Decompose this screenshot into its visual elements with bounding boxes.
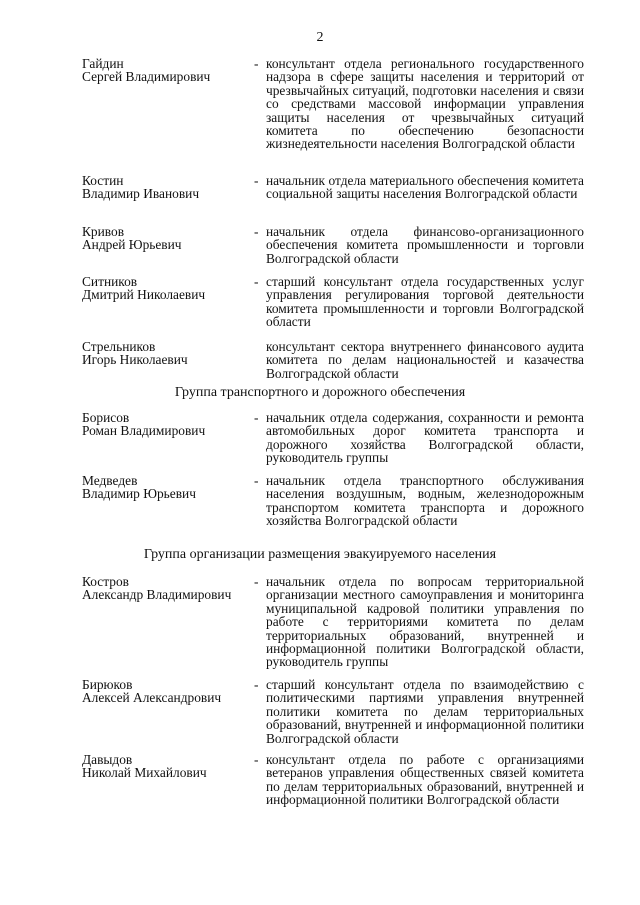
person-name: [82, 474, 257, 501]
dash: -: [254, 410, 259, 425]
given-names: Владимир Юрьевич: [82, 486, 196, 502]
dash: -: [254, 677, 259, 692]
surname: Борисов: [82, 410, 130, 425]
surname: Костин: [82, 173, 124, 188]
position-description: начальник отдела транспортного обслуживания населения воздушным, водным, железнодорожным транспортом комитета транспорта и дорожного хозяйства Волгоградской области: [266, 473, 584, 529]
surname: Кривов: [82, 224, 125, 239]
surname: Ситников: [82, 274, 138, 289]
given-names: Игорь Николаевич: [82, 352, 188, 368]
dash: -: [254, 473, 259, 488]
dash: -: [254, 274, 259, 289]
surname: Стрельников: [82, 339, 156, 354]
person-name: [82, 57, 257, 84]
dash: -: [254, 224, 259, 239]
group-heading: Группа транспортного и дорожного обеспечения: [174, 385, 466, 400]
given-names: Роман Владимирович: [82, 423, 206, 439]
position-description: консультант отдела регионального государственного надзора в сфере защиты населения и территорий от чрезвычайных ситуаций, подготовки населения и связи со средствами массовой информации управления защиты населения от чрезвычайных ситуаций комитета по обеспечению безопасности жизнедеятельности населения Волгоградской области: [266, 56, 584, 152]
position-description: консультант сектора внутреннего финансового аудита комитета по делам национальностей и казачества Волгоградской области: [266, 339, 584, 381]
dash: -: [254, 752, 259, 767]
given-names: Александр Владимирович: [82, 587, 232, 603]
surname: Гайдин: [82, 56, 124, 71]
person-name: [82, 753, 257, 780]
dash: -: [254, 56, 259, 71]
surname: Бирюков: [82, 677, 133, 692]
position-description: начальник отдела финансово-организационного обеспечения комитета промышленности и торговли Волгоградской области: [266, 224, 584, 266]
position-description: начальник отдела содержания, сохранности и ремонта автомобильных дорог комитета транспорта и дорожного хозяйства Волгоградской области, руководитель группы: [266, 410, 584, 466]
position-description: начальник отдела по вопросам территориальной организации местного самоуправления и мониторинга муниципальной кадровой политики управления по работе с территориями комитета по делам территориальных образований, внутренней и информационной политики Волгоградской области, руководитель группы: [266, 574, 584, 670]
position-description: старший консультант отдела по взаимодействию с политическими партиями управления внутренней политики комитета по делам территориальных образований, внутренней и информационной политики Волгоградской области: [266, 677, 584, 746]
surname: Костров: [82, 574, 129, 589]
person-name: [82, 174, 257, 201]
given-names: Андрей Юрьевич: [82, 237, 182, 253]
surname: Медведев: [82, 473, 138, 488]
given-names: Дмитрий Николаевич: [82, 287, 206, 303]
person-name: [82, 678, 257, 705]
given-names: Алексей Александрович: [82, 690, 222, 706]
group-heading: Группа организации размещения эвакуируемого населения: [143, 547, 497, 562]
position-description: консультант отдела по работе с организациями ветеранов управления общественных связей комитета по делам территориальных образований, внутренней и информационной политики Волгоградской области: [266, 752, 584, 808]
page-number: 2: [316, 30, 324, 45]
person-name: [82, 275, 257, 302]
person-name: [82, 411, 257, 438]
position-description: начальник отдела материального обеспечения комитета социальной защиты населения Волгоградской области: [266, 173, 584, 202]
surname: Давыдов: [82, 752, 133, 767]
person-name: [82, 340, 257, 367]
position-description: старший консультант отдела государственных услуг управления регулирования торговой деятельности комитета промышленности и торговли Волгоградской области: [266, 274, 584, 330]
dash: -: [254, 574, 259, 589]
given-names: Сергей Владимирович: [82, 69, 211, 85]
person-name: [82, 225, 257, 252]
given-names: Николай Михайлович: [82, 765, 207, 781]
given-names: Владимир Иванович: [82, 186, 200, 202]
dash: -: [254, 173, 259, 188]
person-name: [82, 575, 257, 602]
